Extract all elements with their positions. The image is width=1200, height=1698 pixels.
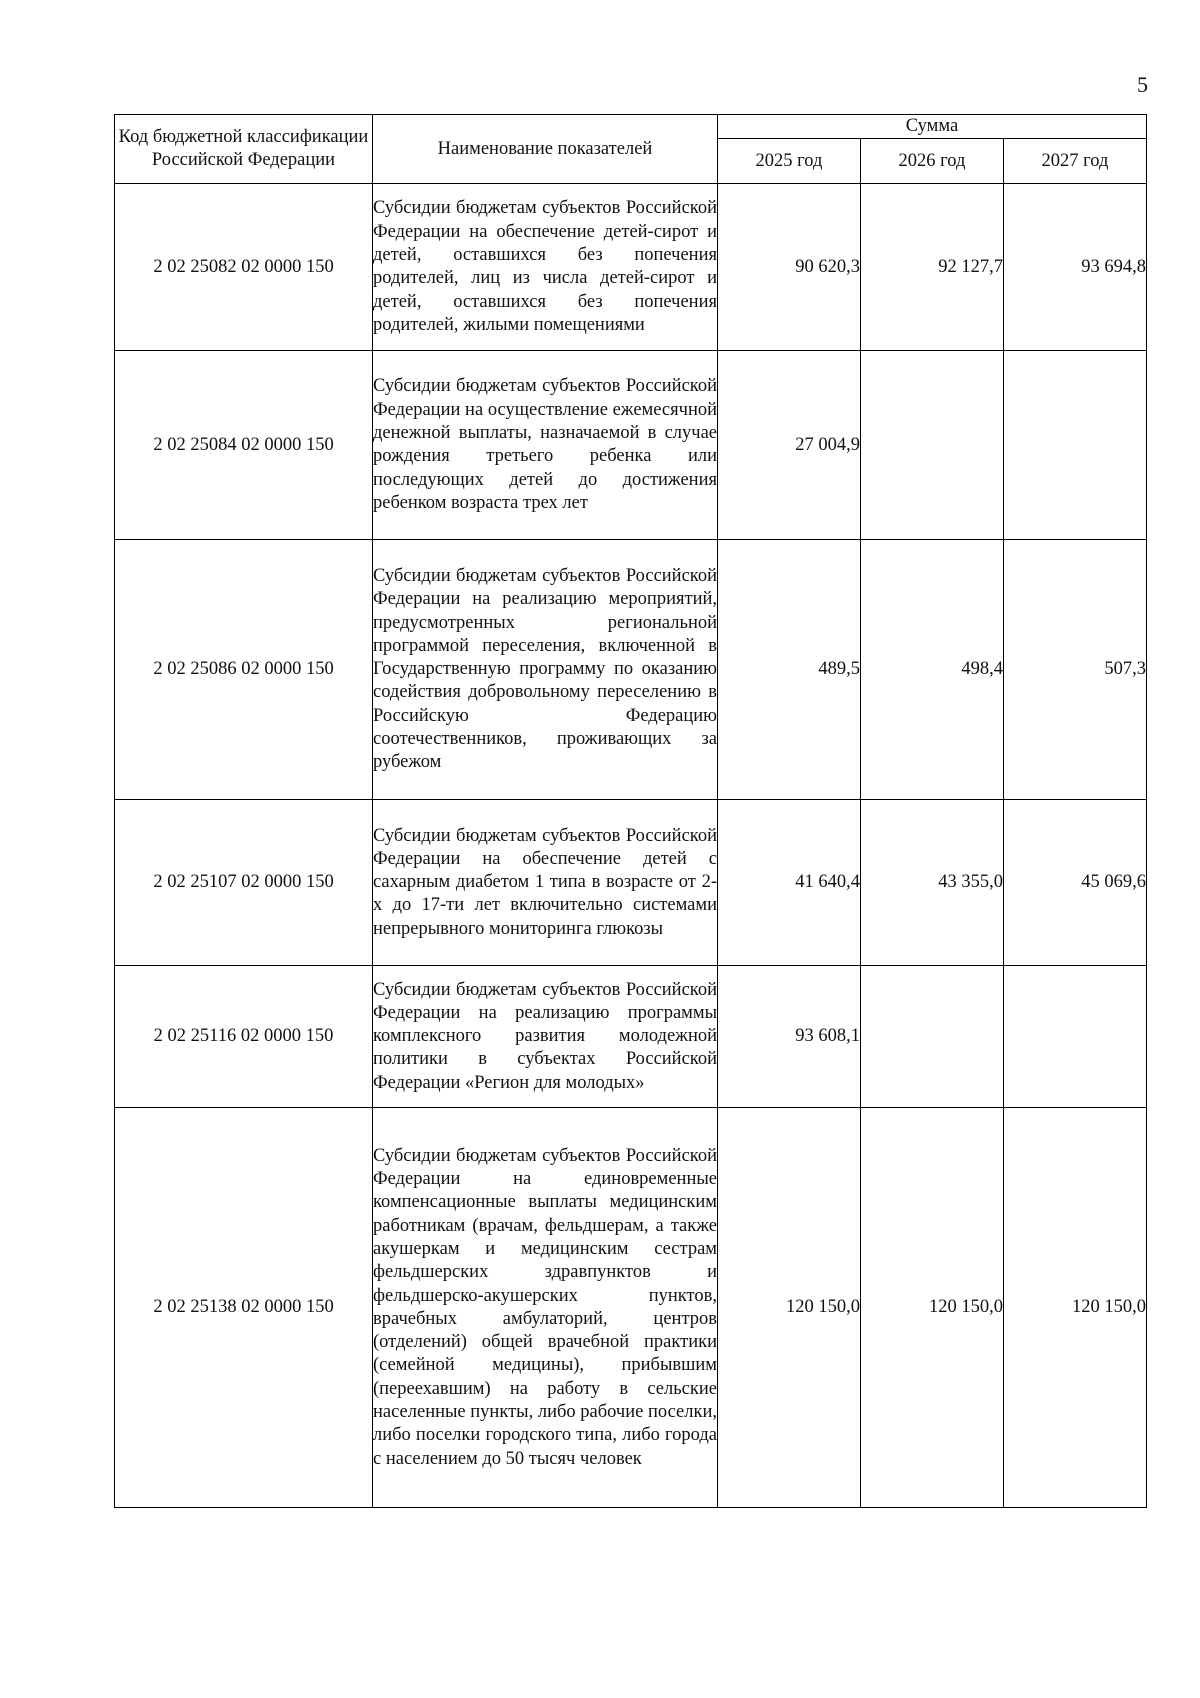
row-name: Субсидии бюджетам субъектов Российской Федерации на обеспечение детей с сахарным диабетом 1 типа в возрасте от 2-х до 17-ти лет включительно системами непрерывного мониторинга глюкозы: [373, 800, 718, 966]
row-value-2027: [1004, 351, 1147, 540]
row-code: 2 02 25116 02 0000 150: [115, 966, 373, 1108]
table-row: [115, 540, 1147, 800]
row-value-2026: 43 355,0: [861, 800, 1004, 966]
row-value-2025: 27 004,9: [718, 351, 861, 540]
row-code: 2 02 25082 02 0000 150: [115, 184, 373, 351]
row-value-2026: 92 127,7: [861, 184, 1004, 351]
header-year-2025: 2025 год: [718, 139, 861, 184]
table-row: [115, 184, 1147, 351]
row-value-2027: [1004, 966, 1147, 1108]
row-value-2026: [861, 966, 1004, 1108]
row-name: Субсидии бюджетам субъектов Российской Федерации на реализацию программы комплексного развития молодежной политики в субъектах Российской Федерации «Регион для молодых»: [373, 966, 718, 1108]
row-value-2026: [861, 351, 1004, 540]
row-name: Субсидии бюджетам субъектов Российской Федерации на единовременные компенсационные выплаты медицинским работникам (врачам, фельдшерам, а также акушеркам и медицинским сестрам фельдшерских здравпунктов и фельдшерско-акушерских пунктов, врачебных амбулаторий, центров (отделений) общей врачебной практики (семейной медицины), прибывшим (переехавшим) на работу в сельские населенные пункты, либо рабочие поселки, либо поселки городского типа, либо города с населением до 50 тысяч человек: [373, 1108, 718, 1508]
row-value-2025: 90 620,3: [718, 184, 861, 351]
table-row: [115, 1108, 1147, 1508]
row-value-2025: 41 640,4: [718, 800, 861, 966]
row-code: 2 02 25138 02 0000 150: [115, 1108, 373, 1508]
row-value-2027: 45 069,6: [1004, 800, 1147, 966]
table-row: [115, 800, 1147, 966]
page-number: 5: [1137, 72, 1148, 97]
row-code: 2 02 25107 02 0000 150: [115, 800, 373, 966]
row-value-2026: 120 150,0: [861, 1108, 1004, 1508]
header-name: Наименование показателей: [373, 115, 718, 184]
row-value-2026: 498,4: [861, 540, 1004, 800]
row-value-2025: 120 150,0: [718, 1108, 861, 1508]
row-value-2027: 507,3: [1004, 540, 1147, 800]
row-value-2027: 93 694,8: [1004, 184, 1147, 351]
header-code: Код бюджетной классификации Российской Федерации: [115, 115, 373, 184]
row-value-2025: 489,5: [718, 540, 861, 800]
row-code: 2 02 25086 02 0000 150: [115, 540, 373, 800]
row-value-2025: 93 608,1: [718, 966, 861, 1108]
header-year-2026: 2026 год: [861, 139, 1004, 184]
header-sum: Сумма: [718, 115, 1147, 139]
row-name: Субсидии бюджетам субъектов Российской Федерации на обеспечение детей-сирот и детей, оставшихся без попечения родителей, лиц из числа детей-сирот и детей, оставшихся без попечения родителей, жилыми помещениями: [373, 184, 718, 351]
table-header-row: [115, 115, 1147, 139]
row-code: 2 02 25084 02 0000 150: [115, 351, 373, 540]
header-year-2027: 2027 год: [1004, 139, 1147, 184]
budget-table: [114, 114, 1147, 1508]
table-row: [115, 351, 1147, 540]
table-row: [115, 966, 1147, 1108]
row-value-2027: 120 150,0: [1004, 1108, 1147, 1508]
row-name: Субсидии бюджетам субъектов Российской Федерации на реализацию мероприятий, предусмотренных региональной программой переселения, включенной в Государственную программу по оказанию содействия добровольному переселению в Российскую Федерацию соотечественников, проживающих за рубежом: [373, 540, 718, 800]
row-name: Субсидии бюджетам субъектов Российской Федерации на осуществление ежемесячной денежной выплаты, назначаемой в случае рождения третьего ребенка или последующих детей до достижения ребенком возраста трех лет: [373, 351, 718, 540]
